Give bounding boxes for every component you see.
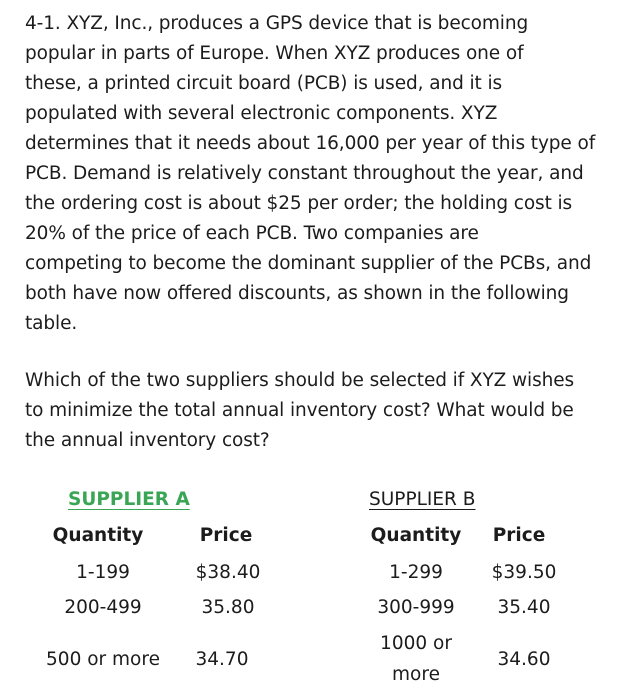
- problem-line: these, a printed circuit board (PCB) is used, and it is: [25, 73, 503, 94]
- supplier-b-price-cell: 34.60: [497, 649, 551, 670]
- problem-line: competing to become the dominant supplier of the PCBs, and: [25, 253, 592, 274]
- problem-statement: [25, 9, 610, 339]
- supplier-b-price-cell: $39.50: [491, 562, 557, 583]
- supplier-b-price-cell: 35.40: [497, 597, 551, 618]
- question-line: Which of the two suppliers should be selected if XYZ wishes: [25, 370, 575, 391]
- problem-line: populated with several electronic components. XYZ: [25, 103, 498, 124]
- supplier-a-price-header: Price: [199, 525, 253, 546]
- supplier-a-price-cell: 35.80: [201, 597, 255, 618]
- problem-line: table.: [25, 313, 78, 334]
- supplier-b-price-header: Price: [492, 525, 546, 546]
- problem-line: PCB. Demand is relatively constant throughout the year, and: [25, 163, 584, 184]
- supplier-b-quantity-header: Quantity: [370, 525, 462, 546]
- problem-line: both have now offered discounts, as shown in the following: [25, 283, 569, 304]
- supplier-b-quantity-cell: 1-299: [389, 562, 443, 583]
- supplier-a-price-cell: $38.40: [195, 562, 261, 583]
- supplier-b-quantity-cell: more: [392, 664, 440, 685]
- supplier-a-quantity-header: Quantity: [52, 525, 144, 546]
- supplier-a-quantity-cell: 500 or more: [46, 649, 160, 670]
- supplier-a-quantity-cell: 1-199: [76, 562, 130, 583]
- question-line: to minimize the total annual inventory cost? What would be: [25, 400, 574, 421]
- problem-line: determines that it needs about 16,000 per year of this type of: [25, 133, 596, 154]
- supplier-a-quantity-cell: 200-499: [64, 597, 142, 618]
- supplier-b-title: SUPPLIER B: [369, 489, 476, 510]
- question-statement: [25, 366, 610, 456]
- supplier-a-title: SUPPLIER A: [68, 489, 190, 510]
- problem-line: popular in parts of Europe. When XYZ produces one of: [25, 43, 524, 64]
- problem-line: the ordering cost is about $25 per order; the holding cost is: [25, 193, 573, 214]
- supplier-b-quantity-cell: 1000 or: [380, 633, 452, 654]
- supplier-a-price-cell: 34.70: [195, 649, 249, 670]
- question-line: the annual inventory cost?: [25, 430, 270, 451]
- problem-line: 4-1. XYZ, Inc., produces a GPS device that is becoming: [25, 13, 529, 34]
- problem-line: 20% of the price of each PCB. Two companies are: [25, 223, 479, 244]
- supplier-b-quantity-cell: 300-999: [377, 597, 455, 618]
